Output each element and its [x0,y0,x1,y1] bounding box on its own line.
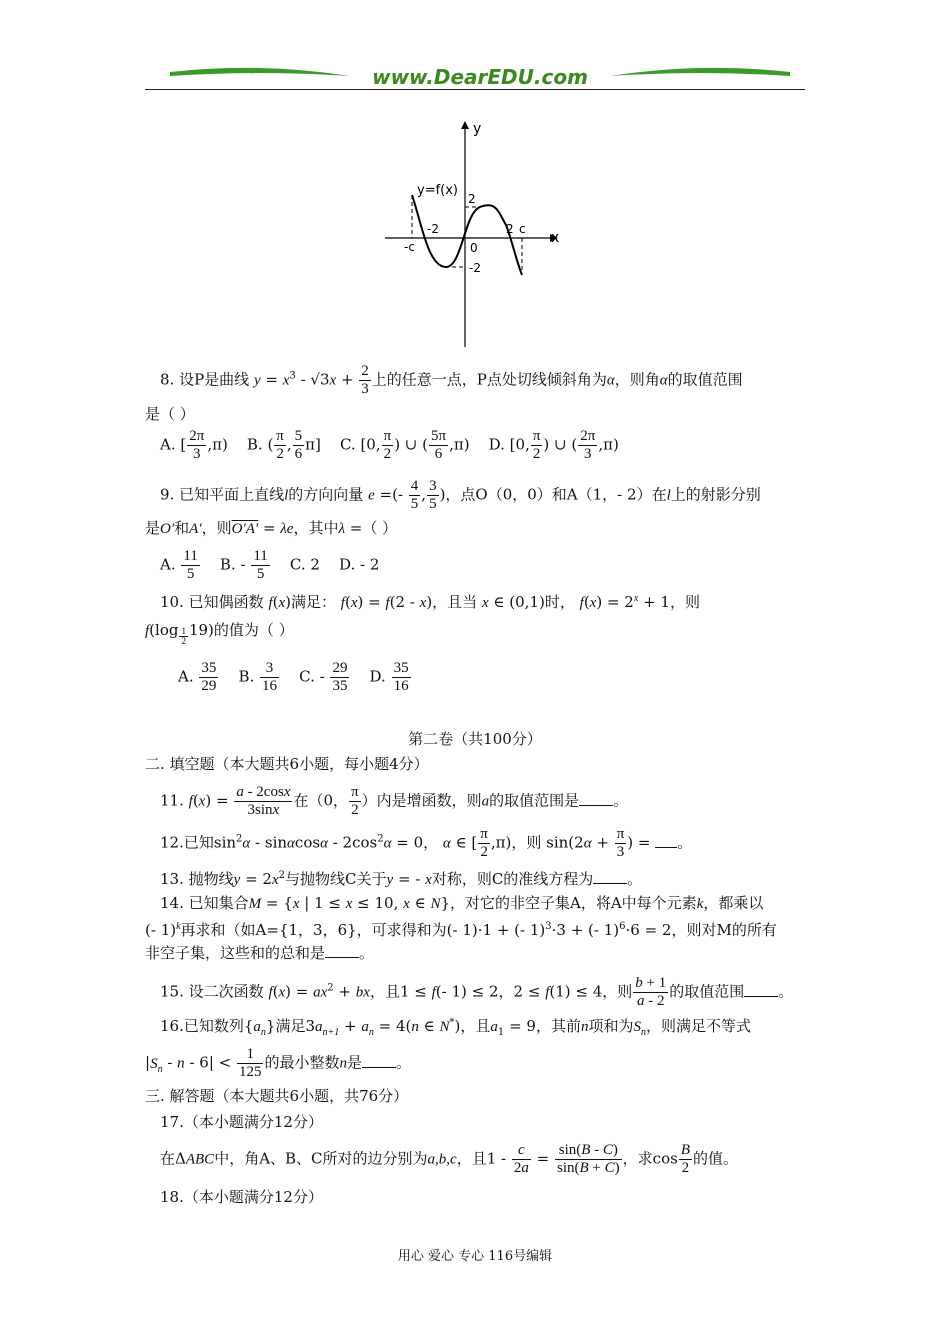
q12: 12.已知$\sin^2\alpha - \sin\alpha\cos\alpha - 2\cos^2\alpha = 0$， α ∈ [ $\frac{\pi}{2}$ ,π)，则 sin(2α + $\frac{\pi}{3}$ ) = 。 [160,826,693,860]
graph-y-label: y [473,121,482,137]
q8-options: A. [ $\frac{2\pi}{3}$ ,π) B. ( $\frac{\pi}{2}$ , $\frac{5}{6}$ π] C. [0, $\frac{\pi}{2}$ ) ∪ ( $\frac{5\pi}{6}$ ,π) D. [0, $\frac{\pi}{2}$ ) ∪ ( $\frac{2\pi}{3}$ ,π) [160,428,619,462]
q14-line1: 14. 已知集合M = {x | 1 ≤ x ≤ 10, x ∈ N}，对它的非空子集A，将A中每个元素k，都乘以 [160,894,764,912]
q16-line1: 16.已知数列$\{a_n\}$满足$3a_{n+1} + a_n = 4(n$ ∈ N*)，且$a_1 = 9$，其前n项和为$S_n$，则满足不等式 [160,1017,751,1038]
sec3-title: 三. 解答题（本大题共6小题，共76分） [145,1087,409,1105]
q15: 15. 设二次函数 $f(x) = ax^2$ + bx，且1 ≤ f(- 1) ≤ 2，2 ≤ f(1) ≤ 4，则 $\frac{b + 1}{a - 2}$ 的取值范围 。 [160,975,794,1009]
q8-line2: 是（ ） [145,405,195,423]
q10-line1: 10. 已知偶函数 f(x)满足： f(x) = f(2 - x)，且当 x ∈ (0,1)时， $f(x) = 2^x + 1$，则 [160,593,700,611]
graph-label-2y: 2 [468,192,476,206]
q14-line2: (- 1)$^k$再求和（如A={1，3，6}，可求得和为(- 1)·1 + (- 1)$^3$·3 + (- 1)$^6$·6 = 2，则对M的所有 [145,921,777,939]
graph-label-neg-c: -c [404,240,415,254]
q10-options: A. $\frac{35}{29}$ B. $\frac{3}{16}$ C. - $\frac{29}{35}$ D. $\frac{35}{16}$ [178,660,409,694]
q17-head: 17.（本小题满分12分） [160,1113,323,1131]
function-graph [380,115,570,350]
graph-label-2x: 2 [506,222,514,236]
q9-line2: 是O′和A′，则O′A′ = λe，其中λ =（ ） [145,519,398,537]
part2-title: 第二卷（共100分） [408,730,542,748]
sec2-title: 二. 填空题（本大题共6小题，每小题4分） [145,755,429,773]
q17-body: 在ΔABC中，角A、B、C所对的边分别为a,b,c，且1 - $\frac{c}{2a}$ = $\frac{\sin(B - C)}{\sin(B + C)}$ ，求cos $\frac{B}{2}$ 的值。 [160,1142,738,1176]
q18-head: 18.（本小题满分12分） [160,1188,323,1206]
header-site-text: www.DearEDU.com [372,65,588,89]
q11: 11. f(x) = $\frac{a - 2\cos x}{3\sin x}$ 在（0， $\frac{\pi}{2}$ ）内是增函数，则a的取值范围是 。 [160,784,629,818]
graph-label-neg2y: -2 [469,261,481,275]
header-rule [145,89,805,90]
header-logo [160,60,800,92]
graph-label-c: c [519,222,526,236]
graph-label-neg2x: -2 [427,222,439,236]
q14-line3: 非空子集，这些和的总和是 。 [145,944,375,962]
q9-options: A. $\frac{11}{5}$ B. - $\frac{11}{5}$ C. 2 D. - 2 [160,548,380,582]
graph-curve-label: y=f(x) [417,183,458,198]
q13: 13. 抛物线$y = 2x^2$与抛物线C关于y = - x对称，则C的准线方程为 。 [160,870,643,888]
graph-label-zero: 0 [470,241,478,255]
q16-line2: $|S_n$ - n - 6| < $\frac{1}{125}$ 的最小整数n是 。 [145,1046,412,1080]
graph-x-label: x [551,230,560,246]
page-footer: 用心 爱心 专心 116号编辑 [397,1249,553,1264]
q9-line1: 9. 已知平面上直线l的方向向量 e =(- $\frac{4}{5}$ , $\frac{3}{5}$ )，点O（0，0）和A（1，- 2）在l上的射影分别 [160,478,761,512]
q8-line1: 8. 设P是曲线 $y = x^3 - √3x$ + $\frac{2}{3}$ 上的任意一点，P点处切线倾斜角为α，则角α的取值范围 [160,363,743,397]
q10-line2: f(log $_{\frac{1}{2}}$ 19)的值为（ ） [145,621,294,646]
